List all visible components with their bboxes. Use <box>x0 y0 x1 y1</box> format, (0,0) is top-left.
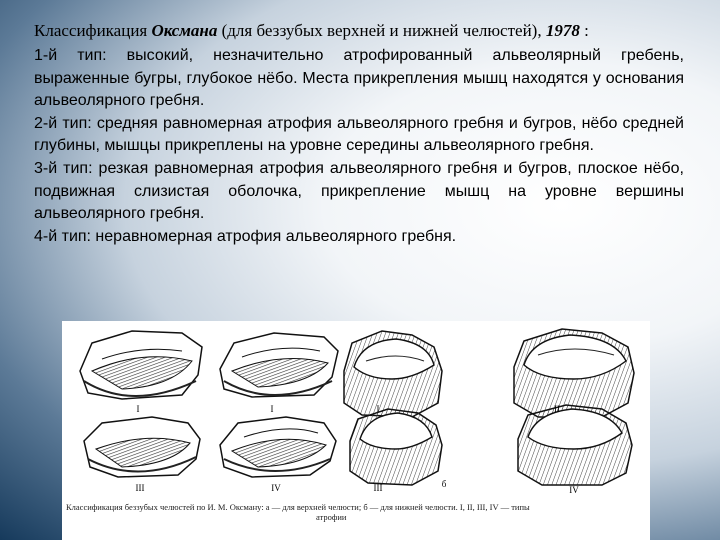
upper-jaw-type-4 <box>220 417 336 477</box>
label-bottom-2: IV <box>271 483 281 493</box>
type-2-description: 2-й тип: средняя равномерная атрофия альвеолярного гребня и бугров, нёбо средней глубины, мышцы прикреплены на уровне середины альвеолярного гребня. <box>34 114 684 155</box>
title-author: Оксмана <box>151 21 218 40</box>
type-3-description: 3-й тип: резкая равномерная атрофия альвеолярного гребня и бугров, плоское нёбо, подвижная слизистая оболочка, прикрепление мышц на уровне вершины альвеолярного гребня. <box>34 159 684 223</box>
upper-jaw-type-1-a <box>80 331 202 399</box>
lower-jaw-type-3 <box>350 409 442 485</box>
label-top-1: I <box>136 404 140 414</box>
title-year: 1978 <box>545 21 580 40</box>
label-bottom-1: III <box>135 483 145 493</box>
jaw-classification-figure <box>62 321 650 540</box>
upper-jaw-type-1-b <box>220 333 338 397</box>
figure-caption <box>66 502 646 522</box>
slide-title <box>34 20 684 41</box>
lower-jaw-type-2 <box>514 329 634 417</box>
label-top-2: I <box>270 404 274 414</box>
lower-jaw-type-4 <box>518 405 632 485</box>
lower-jaw-type-1 <box>344 331 442 417</box>
panel-letter: б <box>441 479 447 489</box>
title-middle: (для беззубых верхней и нижней челюстей), <box>217 21 546 40</box>
figure-caption-line-1: Классификация беззубых челюстей по И. М. Оксману: а — для верхней челюсти; б — для нижней челюсти. I, II, III, IV — типы <box>66 502 530 512</box>
label-top-3: I <box>376 404 380 414</box>
figure-caption-line-2: атрофии <box>316 512 347 522</box>
label-bottom-3: III <box>373 483 383 493</box>
slide-text <box>34 20 684 248</box>
title-suffix: : <box>579 21 589 40</box>
label-bottom-4: IV <box>569 485 579 495</box>
label-top-4: II <box>554 404 560 414</box>
type-4-description: 4-й тип: неравномерная атрофия альвеолярного гребня. <box>34 227 457 245</box>
title-prefix: Классификация <box>34 21 152 40</box>
upper-jaw-type-3 <box>84 417 200 477</box>
type-1-description: 1-й тип: высокий, незначительно атрофированный альвеолярный гребень, выраженные бугры, глубокое нёбо. Места прикрепления мышц находятся у основания альвеолярного гребня. <box>34 47 684 110</box>
